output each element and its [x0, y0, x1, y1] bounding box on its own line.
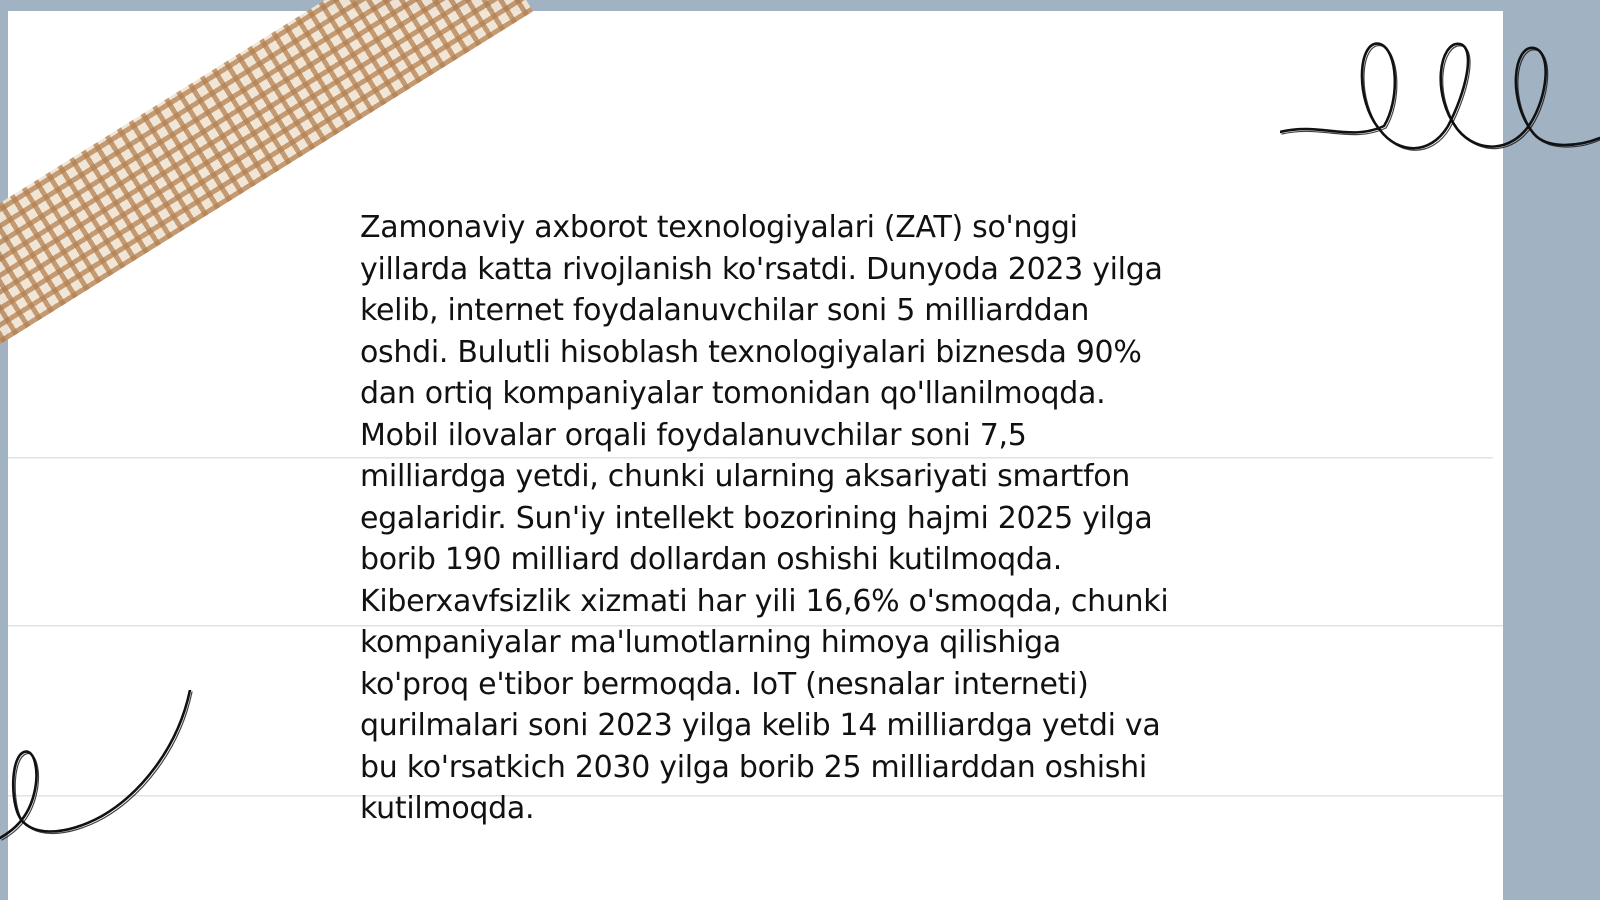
body-paragraph: Zamonaviy axborot texnologiyalari (ZAT) so'nggi yillarda katta rivojlanish ko'rsatdi. Dunyoda 2023 yilga kelib, internet foydalanuvchilar soni 5 milliarddan oshdi. Bulutli hisoblash texnologiyalari biznesda 90% dan ortiq kompaniyalar tomonidan qo'llanilmoqda. Mobil ilovalar orqali foydalanuvchilar soni 7,5 milliardga yetdi, chunki ularning aksariyati smartfon egalaridir. Sun'iy intellekt bozorining hajmi 2025 yilga borib 190 milliard dollardan oshishi kutilmoqda. Kiberxavfsizlik xizmati har yili 16,6% o'smoqda, chunki kompaniyalar ma'lumotlarning himoya qilishiga ko'proq e'tibor bermoqda. IoT (nesnalar interneti) qurilmalari soni 2023 yilga kelib 14 milliardga yetdi va bu ko'rsatkich 2030 yilga borib 25 milliarddan oshishi kutilmoqda.: [360, 210, 1169, 826]
